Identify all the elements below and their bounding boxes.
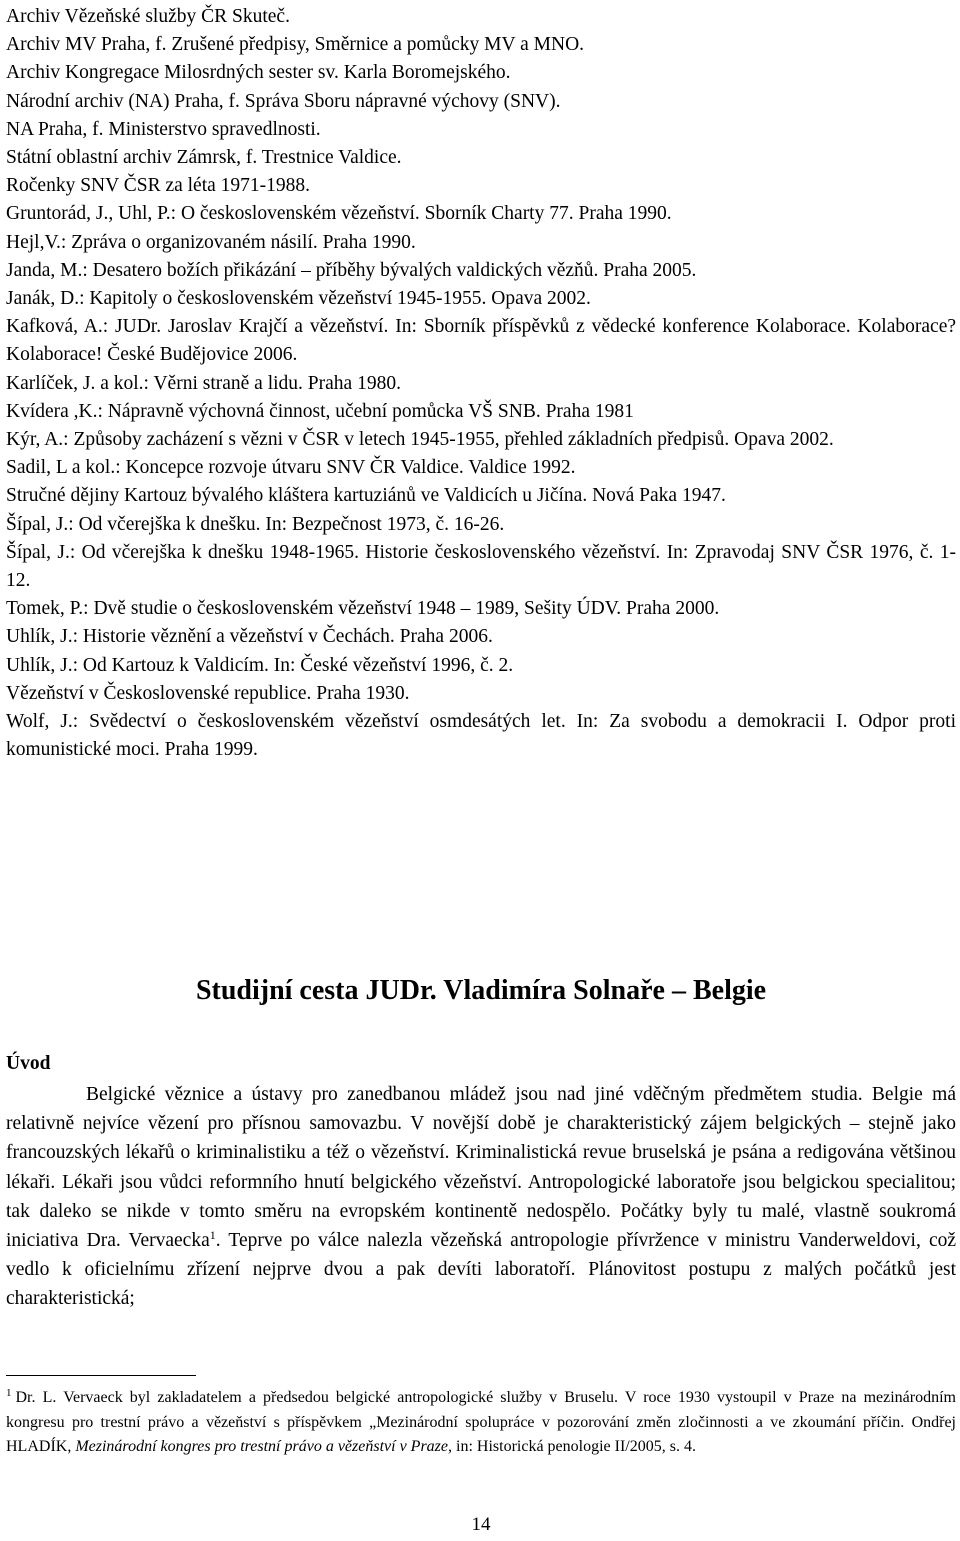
bibliography-entry: Šípal, J.: Od včerejška k dnešku. In: Bezpečnost 1973, č. 16-26.	[6, 513, 505, 535]
bibliography-entry: Vězeňství v Československé republice. Praha 1930.	[6, 682, 410, 704]
bibliography-list	[6, 3, 956, 764]
bibliography-entry: Tomek, P.: Dvě studie o československém vězeňství 1948 – 1989, Sešity ÚDV. Praha 2000.	[6, 598, 720, 620]
footnote-number: 1	[6, 1387, 12, 1399]
footnote-separator	[6, 1375, 196, 1376]
bibliography-entry: NA Praha, f. Ministerstvo spravedlnosti.	[6, 118, 321, 140]
article-title: Studijní cesta JUDr. Vladimíra Solnaře – Belgie	[195, 975, 767, 1006]
bibliography-entry: Stručné dějiny Kartouz bývalého kláštera kartuziánů ve Valdicích u Jičína. Nová Paka 1947.	[6, 485, 726, 507]
footnote-reference[interactable]: 1	[209, 1228, 216, 1243]
bibliography-entry: Uhlík, J.: Historie věznění a vězeňství v Čechách. Praha 2006.	[6, 626, 493, 648]
bibliography-entry: Ročenky SNV ČSR za léta 1971-1988.	[6, 175, 311, 197]
section-heading-intro: Úvod	[6, 1053, 51, 1074]
bibliography-entry: Archiv MV Praha, f. Zrušené předpisy, Směrnice a pomůcky MV a MNO.	[6, 34, 585, 56]
bibliography-entry: Sadil, L a kol.: Koncepce rozvoje útvaru SNV ČR Valdice. Valdice 1992.	[6, 457, 576, 479]
footnote-text: in: Historická penologie II/2005, s. 4.	[452, 1438, 696, 1456]
bibliography-entry: Kvídera ,K.: Nápravně výchovná činnost, učební pomůcka VŠ SNB. Praha 1981	[6, 400, 634, 422]
intro-paragraph	[6, 1080, 956, 1314]
bibliography-entry: Wolf, J.: Svědectví o československém vězeňství osmdesátých let. In: Za svobodu a demokracii I. Odpor proti komunistické moci. Praha 1999.	[6, 711, 956, 761]
page-number: 14	[471, 1514, 491, 1535]
bibliography-entry: Hejl,V.: Zpráva o organizovaném násilí. Praha 1990.	[6, 231, 416, 253]
bibliography-entry: Národní archiv (NA) Praha, f. Správa Sboru nápravné výchovy (SNV).	[6, 90, 561, 112]
bibliography-entry: Kafková, A.: JUDr. Jaroslav Krajčí a vězeňství. In: Sborník příspěvků z vědecké konference Kolaborace. Kolaborace? Kolaborace! České Budějovice 2006.	[6, 316, 956, 366]
paragraph-text: . Teprve po válce nalezla vězeňská antropologie přívržence v ministru Vanderweldovi, což vedlo k oficielnímu zřízení nejprve dvou a pak devíti laboratoří. Plánovitost postupu z malých počátků jest charakteristická;	[6, 1230, 957, 1310]
bibliography-entry: Archiv Vězeňské služby ČR Skuteč.	[6, 6, 290, 27]
footnote-italic-title: Mezinárodní kongres pro trestní právo a vězeňství v Praze,	[75, 1438, 453, 1456]
footnote	[6, 1386, 956, 1460]
bibliography-entry: Uhlík, J.: Od Kartouz k Valdicím. In: České vězeňství 1996, č. 2.	[6, 654, 514, 676]
bibliography-entry: Archiv Kongregace Milosrdných sester sv. Karla Boromejského.	[6, 62, 511, 84]
paragraph-text: Belgické věznice a ústavy pro zanedbanou mládež jsou nad jiné vděčným předmětem studia. Belgie má relativně nejvíce vězení pro přísnou samovazbu. V novější době je charakteristický zájem belgických – stejně jako francouzských lékařů o kriminalistiku a též o vězeňství. Kriminalistická revue bruselská je psána a redigována většinou lékaři. Lékaři jsou vůdci reformního hnutí belgického vězeňství. Antropologické laboratoře jsou belgickou specialitou; tak daleko se nikde v tomto směru na evropském kontinentě nedospělo. Počátky byly tu malé, vlastně soukromá iniciativa Dra. Vervaecka	[6, 1084, 956, 1252]
bibliography-entry: Janda, M.: Desatero božích přikázání – příběhy bývalých valdických vězňů. Praha 2005.	[6, 259, 697, 281]
bibliography-entry: Šípal, J.: Od včerejška k dnešku 1948-1965. Historie československého vězeňství. In: Zpravodaj SNV ČSR 1976, č. 1-12.	[6, 541, 956, 592]
bibliography-entry: Kýr, A.: Způsoby zacházení s vězni v ČSR v letech 1945-1955, přehled základních předpisů. Opava 2002.	[6, 429, 834, 451]
bibliography-entry: Státní oblastní archiv Zámrsk, f. Trestnice Valdice.	[6, 147, 402, 169]
footnote-text: Dr. L. Vervaeck byl zakladatelem a předsedou belgické antropologické služby v Bruselu. V roce 1930 vystoupil v Praze na mezinárodním kongresu pro trestní právo a vězeňství s příspěvkem „Mezinárodní spolupráce v pozorování změn zločinnosti a ve zkoumání příčin. Ondřej HLADÍK,	[6, 1389, 956, 1456]
bibliography-entry: Janák, D.: Kapitoly o československém vězeňství 1945-1955. Opava 2002.	[6, 288, 591, 310]
bibliography-entry: Gruntorád, J., Uhl, P.: O československém vězeňství. Sborník Charty 77. Praha 1990.	[6, 203, 672, 225]
bibliography-entry: Karlíček, J. a kol.: Věrni straně a lidu. Praha 1980.	[6, 372, 401, 394]
